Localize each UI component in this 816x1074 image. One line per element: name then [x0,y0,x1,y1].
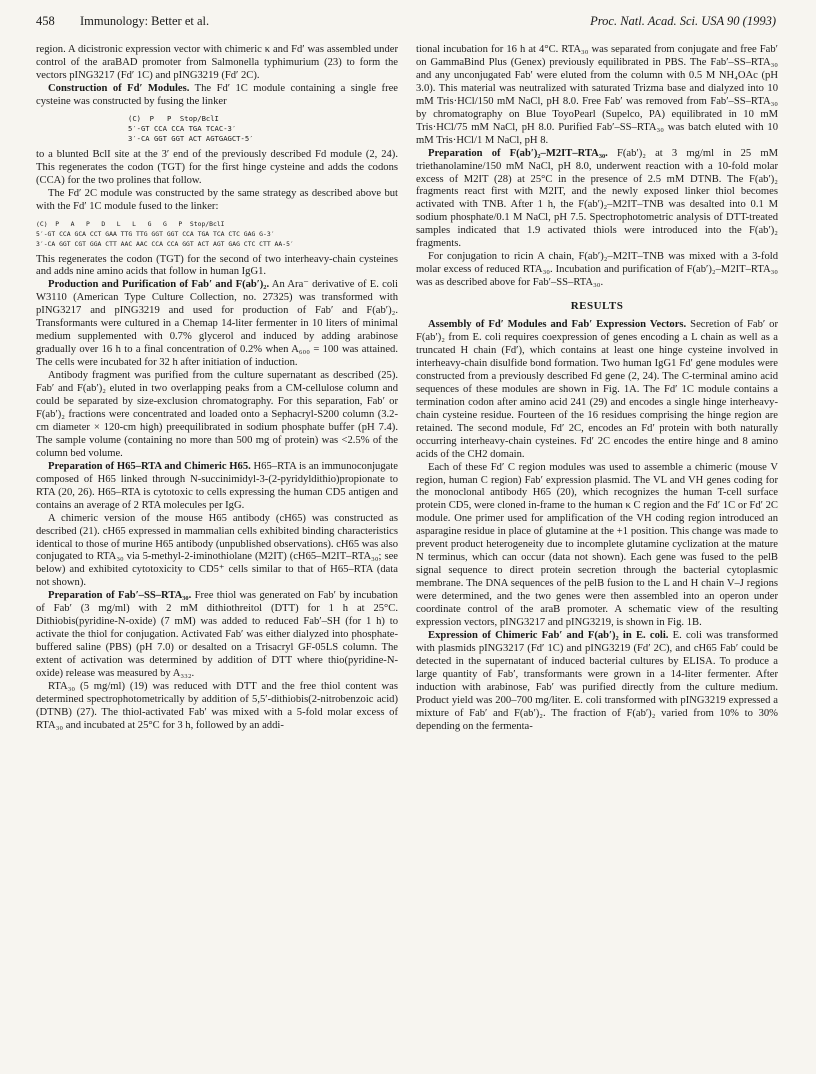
paragraph: to a blunted BclI site at the 3′ end of the previously described Fd module (2, 24). This regenerates the codon (TGT) for the first hinge cysteine and adds the codons (CCA) for the two prolines that follow. [36,148,398,186]
paragraph-text: H65–RTA is an immunoconjugate composed of H65 linked through N-succinimidyl-3-(2-pyridyldithio)propionate to RTA (20, 26). H65–RTA is cytotoxic to cells expressing the human CD5 antigen and contains an average of 2 RTA molecules per IgG. [36,460,398,511]
sequence-line: 3′-CA GGT GGT ACT AGTGAGCT-5′ [128,133,254,143]
run-in-heading: Expression of Chimeric Fab′ and F(ab′)₂ in E. coli. [428,629,669,641]
linker-sequence-2 [36,219,398,249]
paragraph-text: Secretion of Fab′ or F(ab′)₂ from E. coli requires coexpression of genes encoding a L chain as well as a truncated H chain (Fd′), which contains at least one hinge cysteine involved in interheavy-chain disulfide bond formation. Two human IgG1 Fd′ gene modules were constructed from a previously described Fd gene (2, 24). The C-terminal amino acid sequences of these modules are shown in Fig. 1A. The Fd′ 1C module contains a termination codon after amino acid 241 (29) and encodes a single hinge interheavy-chain cysteine residue. Fourteen of the 16 residues comprising the hinge region are retained. The second module, Fd′ 2C, encodes an Fd′ protein with both naturally occurring interheavy-chain cysteines. Fd′ 2C encodes the entire hinge and 8 amino acids of the CH2 domain. [416,319,778,460]
paragraph: The Fd′ 2C module was constructed by the same strategy as described above but with the Fd′ 1C module fused to the linker: [36,187,398,212]
paragraph [416,148,778,252]
paragraph [36,279,398,370]
run-in-heading: Preparation of H65–RTA and Chimeric H65. [48,460,251,472]
journal-citation: Proc. Natl. Acad. Sci. USA 90 (1993) [590,14,776,28]
page-header [36,14,776,32]
paragraph-text: Free thiol was generated on Fab′ by incubation of Fab′ (3 mg/ml) with 2 mM dithiothreitol (DTT) for 1 h at 25°C. Dithiobis(pyridine-N-oxide) (7 mM) was added to reduced Fab′–SH (for 1 h) to activate the thiol for conjugation. Activated Fab′ was either dialyzed into phosphate-buffered saline (PBS) (pH 7.0) or desalted on a Trisacryl GF-05LS column. The extent of activation was determined by addition of DTT where thio(pyridine-N-oxide) release was measured by A₃₃₂. [36,590,398,680]
right-column [416,44,778,734]
sequence-line: 3′-CA GGT CGT GGA CTT AAC AAC CCA CCA GGT ACT AGT GAG CTC CTT AA-5′ [36,239,294,248]
paragraph: RTA₃₀ (5 mg/ml) (19) was reduced with DTT and the free thiol content was determined spectrophotometrically by addition of 5,5′-dithiobis(2-nitrobenzoic acid) (DTNB) (27). The thiol-activated Fab′ was mixed with a 5-fold molar excess of RTA₃₀ and incubated at 25°C for 3 h, followed by an addi- [36,680,398,731]
running-title: Immunology: Better et al. [80,14,210,28]
paragraph-text: An Ara⁻ derivative of E. coli W3110 (American Type Culture Collection, no. 27325) was transformed with pING3217 and pING3219 and used for production of Fab′ and F(ab′)₂. Transformants were cultured in a Chemap 14-liter fermenter in 10 liters of minimal medium supplemented with 0.7% glycerol and induced by adding arabinose gradually over 16 h to a final concentration of 0.2% when A₆₀₀ = 100 was attained. The cells were incubated for 32 h after initiation of induction. [36,279,398,369]
paragraph [36,83,398,109]
paragraph: region. A dicistronic expression vector with chimeric κ and Fd′ was assembled under control of the araBAD promoter from Salmonella typhimurium (23) to form the vectors pING3217 (Fd′ 1C) and pING3219 (Fd′ 2C). [36,44,398,81]
paragraph [416,319,778,461]
paragraph [416,630,778,734]
paragraph [36,461,398,513]
paragraph: For conjugation to ricin A chain, F(ab′)₂–M2IT–TNB was mixed with a 3-fold molar excess of reduced RTA₃₀. Incubation and purification of F(ab′)₂–M2IT–RTA₃₀ was as described above for Fab′–SS–RTA₃₀. [416,251,778,289]
paragraph: tional incubation for 16 h at 4°C. RTA₃₀ was separated from conjugate and free Fab′ on GammaBind Plus (Genex) previously equilibrated in PBS. The Fab′–SS–RTA₃₀ and any unconjugated Fab′ were eluted from the column with 0.5 M NH₄OAc (pH 3.0). This material was neutralized with saturated Trizma base and dialyzed into 10 mM Tris·HCl/150 mM NaCl, pH 8.0. Free Fab′ was removed from Fab′–SS–RTA₃₀ by chromatography on Blue ToyoPearl (Supelco, PA) equilibrated in 10 mM Tris·HCl/75 mM NaCl, pH 8.0. Purified Fab′–SS–RTA₃₀ was batch eluted with 10 mM Tris·HCl/1 M NaCl, pH 8. [416,44,778,146]
sequence-line: (C) P P Stop/BclI [128,113,219,123]
page-number: 458 [36,14,55,28]
paragraph-text: The Fd′ 1C module containing a single free cysteine was constructed by fusing the linker [36,82,399,107]
sequence-line: 5′-GT CCA CCA TGA TCAC-3′ [128,123,237,133]
left-column [36,44,398,733]
run-in-heading: Preparation of F(ab′)₂–M2IT–RTA₃₀. [428,147,608,159]
run-in-heading: Assembly of Fd′ Modules and Fab′ Expression Vectors. [428,319,687,331]
run-in-heading: Construction of Fd′ Modules. [48,82,190,94]
paragraph: Antibody fragment was purified from the culture supernatant as described (25). Fab′ and F(ab′)₂ eluted in two overlapping peaks from a CM-cellulose column and could be separated by size-exclusion chromatography. For this separation, Fab′ or F(ab′)₂ fractions were concentrated and loaded onto a Sephacryl-S200 column (3.2-cm diameter × 120-cm high) preequilibrated in sodium phosphate buffer (pH 7.4). The sample volume (containing no more than 500 mg of protein) was <2.5% of the column bed volume. [36,370,398,459]
sequence-line: 5′-GT CCA GCA CCT GAA TTG TTG GGT GGT CCA TGA TCA CTC GAG G-3′ [36,229,275,238]
paragraph-text: F(ab′)₂ at 3 mg/ml in 25 mM triethanolamine/150 mM NaCl, pH 8.0, underwent reaction with a 10-fold molar excess of M2IT (28) at 25°C in the presence of 2.5 mM DTNB. The F(ab′)₂ fragments react first with M2IT, and the newly exposed linker thiol becomes activated with TNB. After 1 h, the F(ab′)₂–M2IT–TNB was desalted into 0.1 M sodium phosphate/0.1 M NaCl, pH 7.5. Spectrophotometric analysis of DTT-treated samples indicated that 1.9 activated thiols were introduced into the F(ab′)₂ fragments. [416,147,778,250]
paragraph-text: E. coli was transformed with plasmids pING3217 (Fd′ 1C) and pING3219 (Fd′ 2C), and cH65 Fab′ could be detected in the supernatant of induced bacterial cultures by ELISA. To produce a large quantity of Fab′, transformants were grown in a 14-liter fermenter. After induction with arabinose, Fab′ was purified directly from the culture medium. Product yield was 200–700 mg/liter. E. coli transformed with pING3219 expressed a mixture of Fab′ and F(ab′)₂. The fraction of F(ab′)₂ varied from 10% to 30% depending on the fermenta- [416,629,778,732]
run-in-heading: Production and Purification of Fab′ and F(ab′)₂. [48,279,270,291]
linker-sequence-1 [36,114,398,144]
section-heading-results: RESULTS [570,300,624,313]
run-in-heading: Preparation of Fab′–SS–RTA₃₀. [48,590,192,602]
paragraph [36,590,398,681]
paragraph: This regenerates the codon (TGT) for the second of two interheavy-chain cysteines and adds nine amino acids that follow in human IgG1. [36,253,398,278]
sequence-line: (C) P A P D L L G G P Stop/BclI [36,219,225,228]
paragraph: A chimeric version of the mouse H65 antibody (cH65) was constructed as described (21). cH65 expressed in mammalian cells exhibited binding characteristics identical to those of murine H65 antibody (unpublished observations). cH65 was also conjugated to RTA₃₀ via 5-methyl-2-iminothiolane (M2IT) (cH65–M2IT–RTA₃₀; see below) and exhibited cytotoxicity to CD5⁺ cells similar to that of H65–RTA (data not shown). [36,512,398,589]
paragraph: Each of these Fd′ C region modules was used to assemble a chimeric (mouse V region, human C region) Fab′ expression plasmid. The VL and VH genes coding for the monoclonal antibody H65 (20), which recognizes the human T-cell surface protein CD5, were cloned in-frame to the human κ C region and the Fd′ 1C or Fd′ 2C module. One primer used for amplification of the VH coding region introduced an asparagine residue in place of glutamine at the +1 position. This change was made to prevent product heterogeneity due to incomplete glutamine cyclization at the mature N terminus, which can occur (data not shown). Each gene was fused to the pelB signal sequence to direct protein secretion through the bacterial cytoplasmic membrane. The DNA sequences of the pelB fusion to the L and H chain V–J regions were determined, and the two genes were then assembled into an operon under coordinate control of the araB promoter. A schematic view of the resulting expression vectors, pING3217 and pING3219, is shown in Fig. 1B. [416,461,778,628]
